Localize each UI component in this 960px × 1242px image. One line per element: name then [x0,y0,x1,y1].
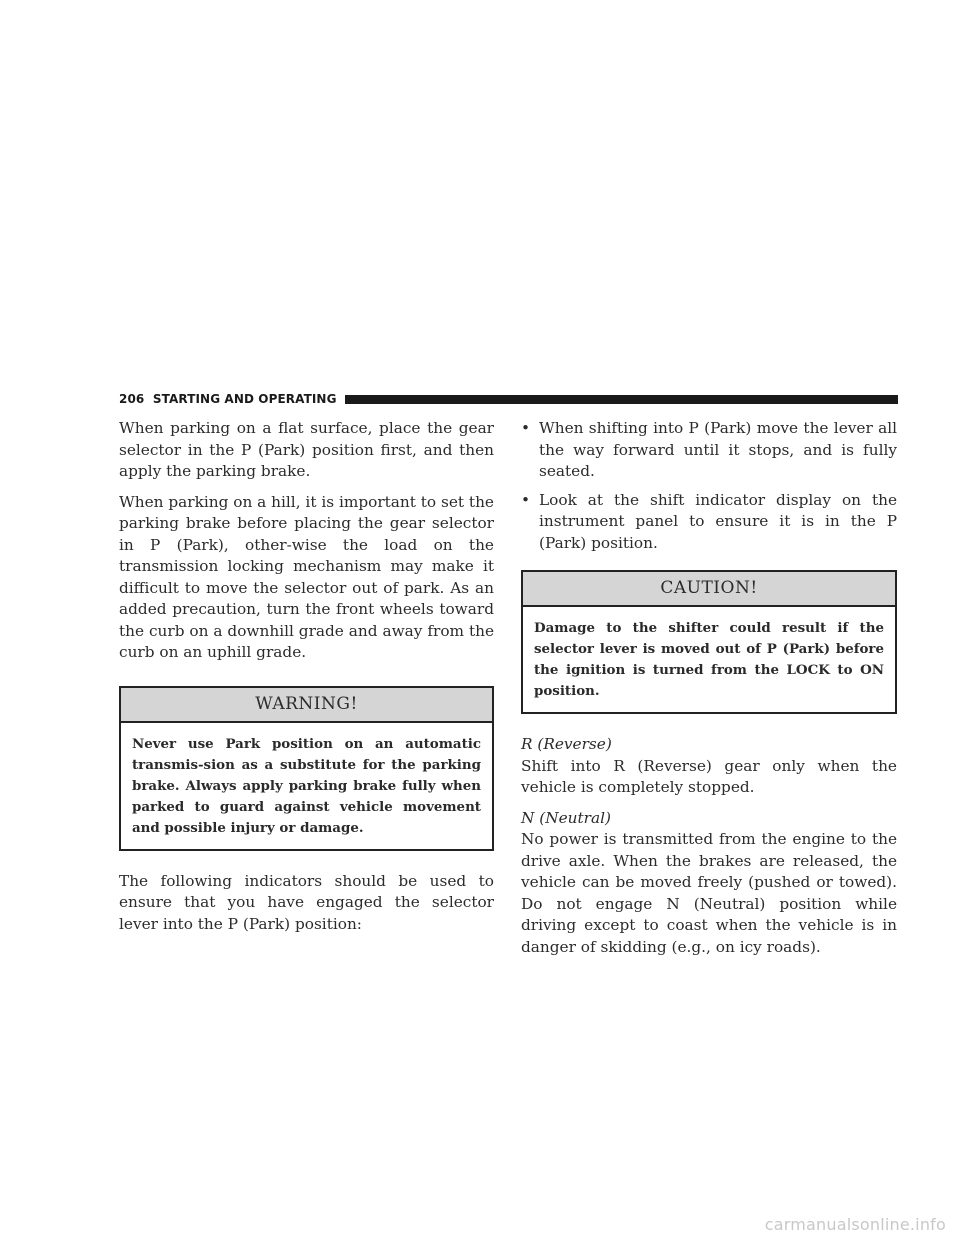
neutral-body: No power is transmitted from the engine to the drive axle. When the brakes are released, the vehicle can be moved freely (pushed or towed). Do not engage N (Neutral) position while driving except to coast when the vehicle is in danger of skidding (e.g., on icy roads). [521,830,897,956]
warning-title: WARNING! [121,688,492,723]
bullet-text: Look at the shift indicator display on the instrument panel to ensure it is in the P (Park) position. [539,490,897,552]
caution-box [521,570,897,714]
warning-box [119,686,494,851]
reverse-heading: R (Reverse) [521,735,612,753]
reverse-body: Shift into R (Reverse) gear only when the vehicle is completely stopped. [521,756,897,796]
bullet-icon: • [521,490,531,509]
caution-title: CAUTION! [523,572,895,607]
paragraph-hill: When parking on a hill, it is important to set the parking brake before placing the gear selector in P (Park), other-wise the load on the transmission locking mechanism may make it difficult to move the selector out of park. As an added precaution, turn the front wheels toward the curb on a downhill grade and away from the curb on an uphill grade. [119,492,494,661]
caution-body: Damage to the shifter could result if the selector lever is moved out of P (Park) before the ignition is turned from the LOCK to ON position. [534,620,884,699]
section-title: STARTING AND OPERATING [152,392,337,406]
page-header [119,390,898,408]
paragraph-flat-surface: When parking on a flat surface, place the gear selector in the P (Park) position first, and then apply the parking brake. [119,419,494,480]
page-header-text [119,392,337,406]
paragraph-indicators: The following indicators should be used to ensure that you have engaged the selector lever into the P (Park) position: [119,871,494,933]
header-rule [345,395,898,404]
watermark: carmanualsonline.info [764,1215,946,1234]
right-column [521,418,897,967]
neutral-heading: N (Neutral) [521,808,611,827]
bullet-item [521,418,897,483]
bullet-icon: • [521,419,531,437]
page-number: 206 [119,392,145,406]
left-column [119,418,494,944]
bullet-list [521,418,897,554]
bullet-text: When shifting into P (Park) move the lever all the way forward until it stops, and is fully seated. [539,419,897,480]
bullet-item [521,490,897,555]
warning-body: Never use Park position on an automatic transmis-sion as a substitute for the parking brake. Always apply parking brake fully when parked to guard against vehicle movement and possible injury or damage. [132,735,481,836]
